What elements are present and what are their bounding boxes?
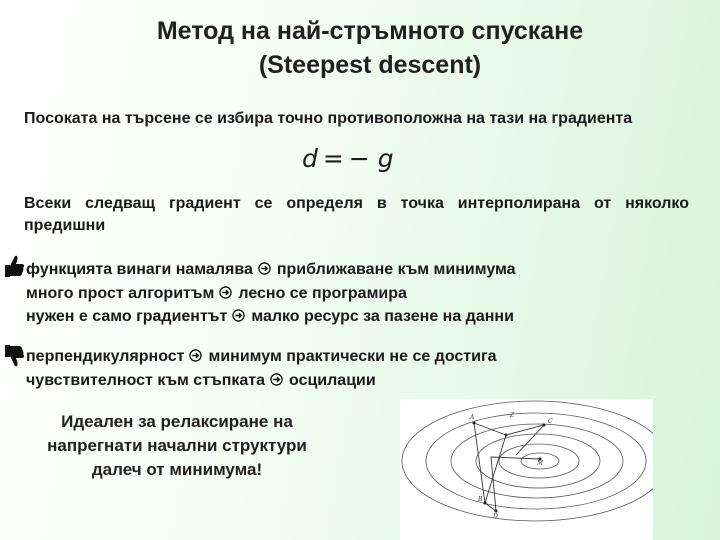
note-line-2: напрегнати начални структури [47,436,307,455]
advantage-consequence: малко ресурс за пазене на данни [251,308,514,325]
point-label-m: M [537,460,544,467]
advantage-row [26,305,706,329]
arrow-right-icon [219,286,232,299]
disadvantage-consequence: осцилации [289,371,376,389]
gradient-interpolation-paragraph: Всеки следващ градиент се определя в точка интерполирана от няколко предишни [24,195,689,234]
arrow-right-icon [270,373,283,386]
thumbs-up-icon [2,253,26,279]
disadvantage-row [26,345,706,369]
advantage-consequence: лесно се програмира [238,284,407,302]
advantage-text: нужен е само градиентът [26,308,228,325]
disadvantage-text: чувствителност към стъпката [26,371,265,389]
disadvantage-row [26,369,706,393]
advantage-row [26,258,706,282]
title-line-1: Метод на най-стръмното спускане [156,17,584,45]
arrow-right-icon [189,349,202,362]
note-line-3: далеч от минимума! [91,460,263,479]
note-line-1: Идеален за релаксиране на [61,412,293,431]
contour-diagram [400,399,653,540]
formula-lhs: d [302,144,318,173]
formula-rhs: − g [348,144,394,173]
advantage-row [26,282,706,306]
point-label-d: D [493,513,498,520]
arrow-right-icon [258,262,271,275]
contour-lines [402,401,653,521]
arrow-right-icon [232,309,245,322]
formula-operator: = [322,144,344,173]
formula [302,144,394,174]
title-line-2: (Steepest descent) [258,51,482,79]
contour-plot [400,399,653,540]
disadvantages-list [26,345,706,392]
point-label-c: C [548,418,553,425]
point-label-b: B [478,496,483,503]
advantage-consequence: приближаване към минимума [276,261,516,278]
point-label-a: A [470,414,475,421]
disadvantage-consequence: минимум практически не се достига [208,348,497,365]
search-direction-paragraph: Посоката на търсене се избира точно противоположна на тази на градиента [24,110,633,127]
thumbs-down-icon [2,343,26,369]
relaxation-note [12,410,342,482]
advantage-text: много прост алгоритъм [26,284,215,302]
point-label-z: Z [510,412,515,419]
slide-title [70,14,670,82]
advantage-text: функцията винаги намалява [26,261,253,278]
disadvantage-text: перпендикулярност [26,348,185,365]
advantages-list [26,258,706,329]
